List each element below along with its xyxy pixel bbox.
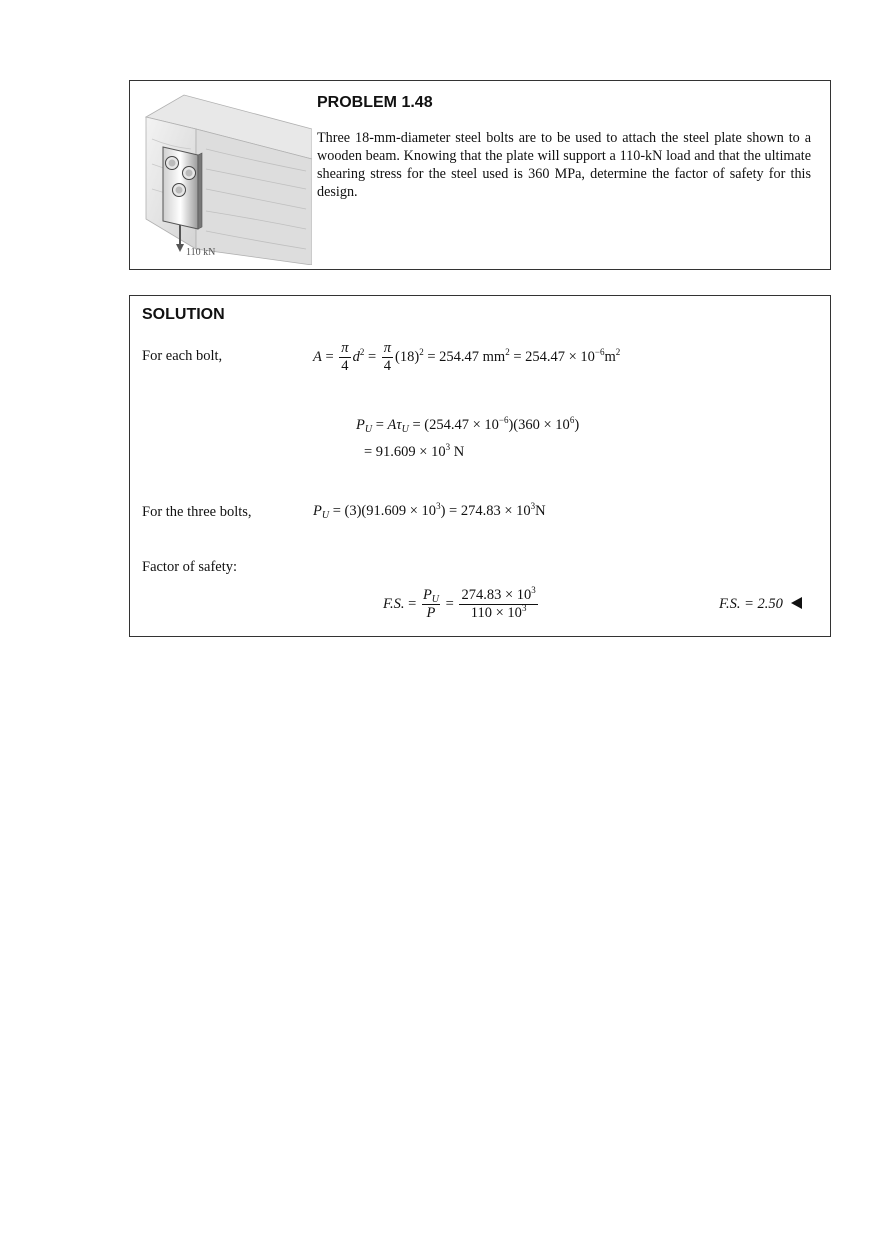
beam-plate-figure bbox=[136, 89, 312, 265]
problem-box bbox=[129, 80, 831, 270]
equation-factor-of-safety: F.S. = $\frac{P_U}{P}$ = $\frac{274.83 \times 10^3}{110 \times 10^3}$ bbox=[383, 585, 536, 621]
equation-ultimate-load: $P_U = A\tau_U = (254.47 \times 10^{-6})(360 \times 10^6)$ bbox=[356, 415, 580, 435]
problem-title: PROBLEM 1.48 bbox=[317, 94, 433, 111]
answer-text: F.S. = 2.50 bbox=[719, 596, 783, 612]
answer bbox=[719, 596, 802, 613]
solution-title: SOLUTION bbox=[142, 306, 225, 323]
step-label-factor-of-safety: Factor of safety: bbox=[142, 559, 238, 575]
solution-box bbox=[129, 295, 831, 637]
equation-ultimate-load-result: = $91.609 \times 10^3$ N bbox=[364, 442, 465, 460]
equation-total-load: $P_U = (3)(91.609 \times 10^3) = 274.83 \times 10^3N$ bbox=[313, 501, 546, 521]
problem-statement: Three 18-mm-diameter steel bolts are to be used to attach the steel plate shown to a wooden beam. Knowing that the plate will support a 110-kN load and that the ultimate shearing stress for the steel used is 360 MPa, determine the factor of safety for this design. bbox=[317, 130, 811, 200]
step-label-each-bolt: For each bolt, bbox=[142, 348, 223, 364]
load-label: 110 kN bbox=[186, 247, 216, 258]
step-label-three-bolts: For the three bolts, bbox=[142, 504, 252, 520]
equation-area: A = $\frac{\pi}{4}$ $d^2$ = $\frac{\pi}{4}$ $(18)^2 = 254.47$ $mm^2 = 254.47 \times 10^{-6}m^2$ bbox=[313, 340, 621, 374]
answer-marker-icon bbox=[791, 597, 802, 609]
